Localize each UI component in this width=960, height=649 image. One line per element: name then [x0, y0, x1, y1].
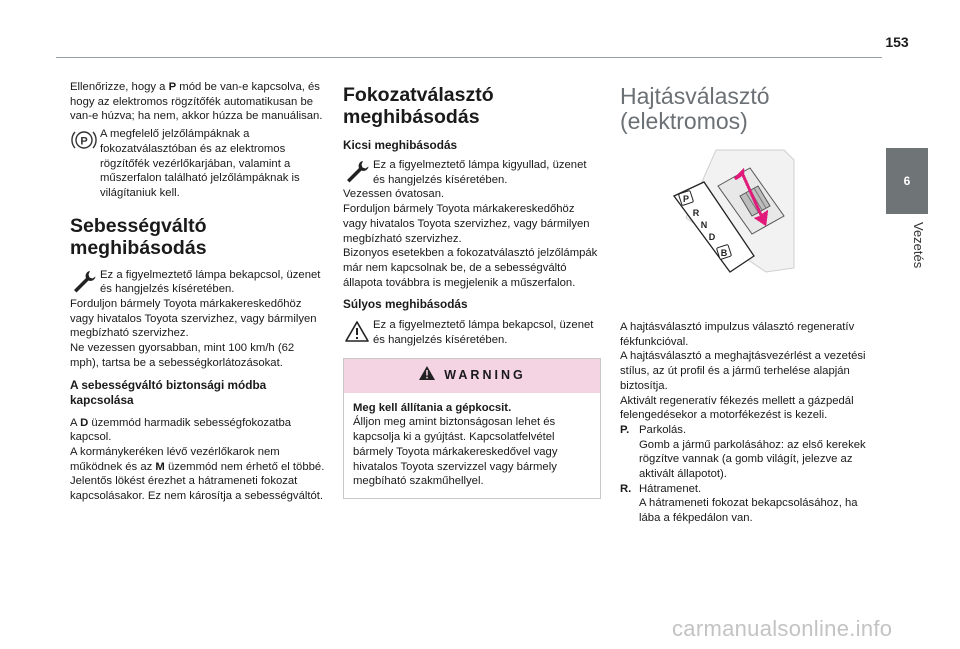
transmission-warning-text: Ez a figyelmeztető lámpa bekapcsol, üzenet és hangjelzés kíséretében. [100, 268, 321, 296]
major-warning-row [343, 318, 601, 347]
selector-p1: A hajtásválasztó impulzus választó regeneratív fékfunkcióval. [620, 321, 855, 348]
selector-letter-d: D [708, 232, 716, 242]
selector-letter-b: B [720, 248, 728, 258]
parking-brake-icon [70, 127, 100, 155]
minor-warning-text: Ez a figyelmeztető lámpa kigyullad, üzenet és hangjelzés kíséretében. [373, 159, 587, 186]
minor-failure-title: Kicsi meghibásodás [343, 138, 458, 152]
transmission-body-2: Ne vezessen gyorsabban, mint 100 km/h (62 mph), tartsa be a sebességkorlátozásokat. [70, 342, 295, 369]
column-left [70, 80, 325, 504]
minor-body-3: Bizonyos esetekben a fokozatválasztó jelzőlámpák már nem kapcsolnak be, de a sebességváltó állapota továbbra is megjelenik a műszerfalon. [343, 247, 598, 289]
selector-letter-p: P [682, 194, 690, 204]
warning-box-body [344, 393, 600, 498]
definition-term: R. [620, 482, 632, 495]
minor-warning-row [343, 158, 601, 187]
definition-reverse [620, 482, 882, 526]
warning-triangle-icon [418, 365, 436, 386]
warning-bold-text: Meg kell állítania a gépkocsit. [353, 401, 512, 414]
major-failure-title: Súlyos meghibásodás [343, 297, 468, 312]
drive-selector-title: Hajtásválasztó (elektromos) [620, 83, 770, 134]
intro-paragraph: Ellenőrizze, hogy a P mód be van-e kapcsolva, és hogy az elektromos rögzítőfék automatikusan be van-e húzva; ha nem, akkor húzza be manuálisan. [70, 81, 323, 123]
minor-body-2: Forduljon bármely Toyota márkakereskedőhöz vagy hivatalos Toyota szervizhez, vagy bármilyen megbízható szervizhez. [343, 203, 590, 245]
column-right [620, 80, 882, 526]
minor-body-1: Vezessen óvatosan. [343, 188, 445, 201]
major-warning-text: Ez a figyelmeztető lámpa bekapcsol, üzenet és hangjelzés kíséretében. [373, 319, 594, 347]
warning-label: WARNING [444, 368, 526, 383]
safe-mode-title: A sebességváltó biztonsági módba kapcsolása [70, 377, 267, 407]
definition-line2: A hátrameneti fokozat bekapcsolásához, ha lába a fékpedálon van. [639, 497, 858, 525]
parking-indicator-text: A megfelelő jelzőlámpáknak a fokozatválasztóban és az elektromos rögzítőfék vezérlőkarjában, valamint a műszerfalon található jelzőlámpáknak is világítaniuk kell. [100, 128, 300, 199]
warning-box-header [344, 359, 600, 393]
svg-text:P: P [80, 135, 88, 148]
safe-mode-p1: A D üzemmód harmadik sebességfokozatba kapcsol. [70, 416, 292, 444]
warning-body-text: Álljon meg amint biztonságosan lehet és kapcsolja ki a gyújtást. Kapcsolatfelvétel bármely Toyota márkakereskedővel vagy hivatalos Toyota szervizzel vagy bármely megbíható szakműhellyel. [353, 416, 558, 488]
warning-triangle-icon [343, 318, 373, 346]
chapter-tab[interactable]: 6 [886, 148, 928, 214]
definition-line2: Gomb a jármű parkolásához: az első kerekek rögzítve vannak (a gomb világít, jelezve az aktivált állapotot). [639, 438, 866, 481]
page-number: 153 [885, 34, 909, 50]
wrench-icon [343, 158, 373, 186]
definition-line1: Hátramenet. [639, 482, 702, 495]
transmission-warning-row [70, 268, 325, 297]
selector-failure-title: Fokozatválasztó meghibásodás [343, 84, 494, 128]
selector-letter-r: R [692, 208, 700, 218]
selector-p2: A hajtásválasztó a meghajtásvezérlést a vezetési stílus, az út profil és a jármű terhelése alapján biztosítja. [620, 350, 866, 392]
parking-indicator-row [70, 127, 325, 201]
header-rule [56, 57, 882, 58]
transmission-body-1: Forduljon bármely Toyota márkakereskedőhöz vagy hivatalos Toyota szervizhez, vagy bármilyen megbízható szervizhez. [70, 298, 317, 340]
selector-letter-n: N [700, 220, 708, 230]
transmission-failure-title: Sebességváltó meghibásodás [70, 214, 207, 259]
definition-line1: Parkolás. [639, 423, 687, 436]
safe-mode-p2: A kormánykeréken lévő vezérlőkarok nem működnek és az M üzemmód nem érhető el többé. [70, 445, 325, 473]
warning-box [343, 358, 601, 499]
safe-mode-p3: Jelentős lökést érezhet a hátrameneti fokozat kapcsolásakor. Ez nem károsítja a sebességváltót. [70, 475, 324, 503]
chapter-title: Vezetés [911, 222, 926, 269]
drive-selector-illustration [666, 148, 796, 278]
definition-term: P. [620, 423, 630, 436]
watermark: carmanualsonline.info [672, 616, 893, 641]
column-middle [343, 80, 601, 499]
selector-p3: Aktivált regeneratív fékezés mellett a gázpedál felengedésekor a motorfékezést is kezeli. [620, 394, 854, 422]
wrench-icon [70, 268, 100, 296]
definition-park [620, 423, 882, 482]
